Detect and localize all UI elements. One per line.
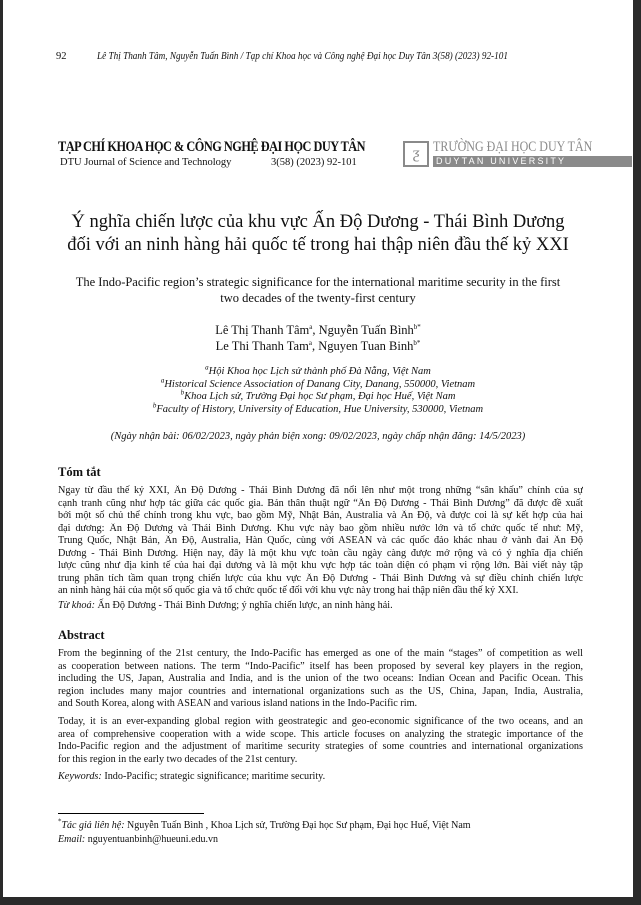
affiliations xyxy=(3,363,633,416)
journal-issue: 3(58) (2023) 92-101 xyxy=(271,157,357,168)
logo-emblem-icon: ƺ xyxy=(403,141,429,167)
logo-text-bottom: DUYTAN UNIVERSITY xyxy=(433,156,632,167)
abstract-heading: Abstract xyxy=(58,628,105,642)
text-line: đại dương: Ấn Độ Dương và Thái Bình Dương. Khu vực này bao gồm nhiều nước lớn và tổ chức quốc tế như: Mỹ, xyxy=(58,522,583,534)
footnote-email: Email: nguyentuanbinh@hueuni.edu.vn xyxy=(58,834,219,845)
text-line: Trung Quốc, Nhật Bản, Ấn Độ, Australia, Hàn Quốc, cùng với ASEAN và các quốc đảo khác nhau ở vành đai Ấn Độ xyxy=(58,535,583,546)
authors-vi: Lê Thị Thanh Tâm$^a$, Nguyễn Tuấn Bình$^{b*}$ xyxy=(215,322,421,337)
running-header: Lê Thị Thanh Tâm, Nguyễn Tuấn Bình / Tạp chí Khoa học và Công nghệ Đại học Duy Tân 3(58) (2023) 92-101 xyxy=(97,51,508,62)
abstract-paragraph-2 xyxy=(58,716,583,766)
footnote-divider xyxy=(58,813,204,814)
text-line: trung phân tích tầm quan trọng chiến lược của khu vực Ấn Độ Dương - Thái Bình Dương và sự điều chỉnh chiến lược xyxy=(58,572,583,584)
paper-page xyxy=(3,0,633,897)
tom-tat-heading: Tóm tắt xyxy=(58,465,101,479)
text-line: Dương - Thái Bình Dương. Hiện nay, đây là một khu vực toàn cầu ngày càng được mở rộng và có ý nghĩa địa chiến xyxy=(58,547,583,559)
title-vi-line: Ý nghĩa chiến lược của khu vực Ấn Độ Dương - Thái Bình Dương xyxy=(71,212,565,232)
text-line: as cooperation between nations. The term “Indo-Pacific” itself has been proposed by several key players in the region, xyxy=(58,660,583,672)
affiliation: $^a$Hội Khoa học Lịch sử thành phố Đà Nẵng, Việt Nam xyxy=(205,363,431,377)
text-line: Today, it is an ever-expanding global region with geostrategic and geo-economic significance of the two oceans, and an xyxy=(58,716,583,727)
page-number: 92 xyxy=(56,51,67,62)
journal-name: TẠP CHÍ KHOA HỌC & CÔNG NGHỆ ĐẠI HỌC DUY TÂN xyxy=(58,139,366,155)
authors-en: Le Thi Thanh Tam$^a$, Nguyen Tuan Binh$^{b*}$ xyxy=(215,338,421,353)
text-line: cạnh tranh cũng như hợp tác giữa các quốc gia. Bản thân thuật ngữ “Ấn Độ Dương - Thái Bình Dương” đã được đề xuất xyxy=(58,497,583,509)
abstract-keywords: Keywords: Indo-Pacific; strategic significance; maritime security. xyxy=(58,771,326,782)
journal-english-name: DTU Journal of Science and Technology xyxy=(60,157,232,168)
title-en-line: two decades of the twenty-first century xyxy=(220,291,416,305)
title-vi xyxy=(3,211,633,257)
text-line: From the beginning of the 21st century, the Indo-Pacific has emerged as one of the main “stages” of competition as well xyxy=(58,648,583,659)
text-line: and South Korea, along with ASEAN and various island nations in the Indo-Pacific rim. xyxy=(58,698,418,709)
authors xyxy=(3,322,633,354)
text-line: an ninh hàng hải của một số quốc gia và tổ chức quốc tế đối với khu vực này trong hai thập niên đầu thế kỷ XXI. xyxy=(58,585,519,596)
article-dates: (Ngày nhận bài: 06/02/2023, ngày phản biện xong: 09/02/2023, ngày chấp nhận đăng: 14/5/2023) xyxy=(110,431,526,442)
title-vi-line: đối với an ninh hàng hải quốc tế trong hai thập niên đầu thế kỷ XXI xyxy=(67,235,569,255)
university-logo xyxy=(403,140,632,167)
text-line: Indo-Pacific region and the adjustment of maritime security strategies of some countries and international organizations xyxy=(58,741,583,752)
tom-tat-body xyxy=(58,485,583,598)
text-line: Ngay từ đầu thế kỷ XXI, Ấn Độ Dương - Thái Bình Dương đã nổi lên như một trong những “sân khấu” chính của sự xyxy=(58,485,583,496)
text-line: lược cũng như địa kinh tế của hai đại dương và là một khu vực hợp tác toàn diện có phạm vi rộng lớn. Bài viết này tập xyxy=(58,560,583,571)
footnote-contact: *Tác giả liên hệ: Nguyễn Tuấn Bình , Khoa Lịch sử, Trường Đại học Sư phạm, Đại học Huế, Việt Nam xyxy=(58,817,471,831)
text-line: area of comprehensive cooperation with a wide scope. This article focuses on analyzing the strategic importance of the xyxy=(58,728,583,740)
text-line: region includes many major countries and international organizations such as the US, China, Japan, India, Australia, xyxy=(58,685,583,697)
text-line: including the US, Japan, Australia and India, and is the union of the two oceans: Indian Ocean and Pacific Ocean. This xyxy=(58,673,583,684)
affiliation: $^a$Historical Science Association of Danang City, Danang, 550000, Vietnam xyxy=(160,376,476,390)
text-line: bởi một số chủ thể chính trong khu vực, bao gồm Mỹ, Nhật Bản, Australia và Ấn Độ, và được coi là sự kết hợp của hai xyxy=(58,510,583,521)
text-line: for this region in the early two decades of the 21st century. xyxy=(58,753,298,765)
abstract-paragraph-1 xyxy=(58,648,583,711)
title-en-line: The Indo-Pacific region’s strategic significance for the international maritime security in the first xyxy=(75,275,561,289)
title-en xyxy=(3,274,633,306)
tom-tat-keywords: Từ khoá: Ấn Độ Dương - Thái Bình Dương; ý nghĩa chiến lược, an ninh hàng hải. xyxy=(58,600,393,611)
logo-text-top: TRƯỜNG ĐẠI HỌC DUY TÂN xyxy=(433,139,593,155)
affiliation: $^b$Faculty of History, University of Education, Hue University, 530000, Vietnam xyxy=(152,401,484,415)
affiliation: $^b$Khoa Lịch sử, Trường Đại học Sư phạm, Đại học Huế, Việt Nam xyxy=(180,388,456,402)
